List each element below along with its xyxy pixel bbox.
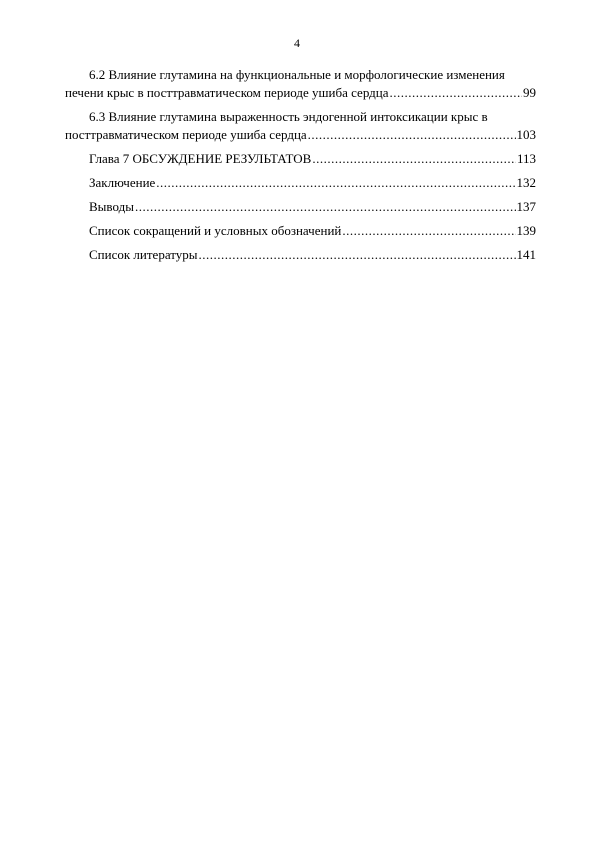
leader-dots (342, 222, 515, 240)
toc-entry-title-continuation: печени крыс в посттравматическом периоде ушиба сердца (65, 85, 389, 100)
toc-entry-title: Глава 7 ОБСУЖДЕНИЕ РЕЗУЛЬТАТОВ (89, 151, 312, 166)
toc-entry-title-continuation: посттравматическом периоде ушиба сердца (65, 127, 307, 142)
leader-dots (308, 126, 516, 144)
toc-entry-chapter-7[interactable] (89, 150, 536, 168)
page-number: 4 (294, 36, 300, 50)
toc-entry-title: 6.3 Влияние глутамина выраженность эндогенной интоксикации крыс в (89, 109, 488, 124)
toc-page-number: 99 (523, 85, 536, 100)
toc-page-number: 139 (516, 223, 536, 238)
toc-entry-title: Выводы (89, 199, 134, 214)
table-of-contents (65, 66, 536, 270)
toc-entry-title: 6.2 Влияние глутамина на функциональные и морфологические изменения (89, 67, 505, 82)
toc-page-number: 113 (516, 151, 536, 166)
leader-dots (312, 150, 516, 168)
toc-page-number: 103 (516, 127, 536, 142)
toc-entry-abbreviations[interactable] (89, 222, 536, 240)
toc-page-number: 141 (516, 247, 536, 262)
toc-entry-title: Заключение (89, 175, 156, 190)
toc-page-number: 132 (516, 175, 536, 190)
leader-dots (199, 246, 516, 264)
toc-page-number: 137 (516, 199, 536, 214)
toc-entry-title: Список сокращений и условных обозначений (89, 223, 342, 238)
toc-entry-6-2[interactable] (65, 66, 536, 102)
toc-entry-findings[interactable] (89, 198, 536, 216)
leader-dots (135, 198, 516, 216)
leader-dots (390, 84, 522, 102)
toc-entry-6-3[interactable] (65, 108, 536, 144)
toc-entry-references[interactable] (89, 246, 536, 264)
leader-dots (156, 174, 515, 192)
toc-entry-conclusion[interactable] (89, 174, 536, 192)
toc-entry-title: Список литературы (89, 247, 198, 262)
